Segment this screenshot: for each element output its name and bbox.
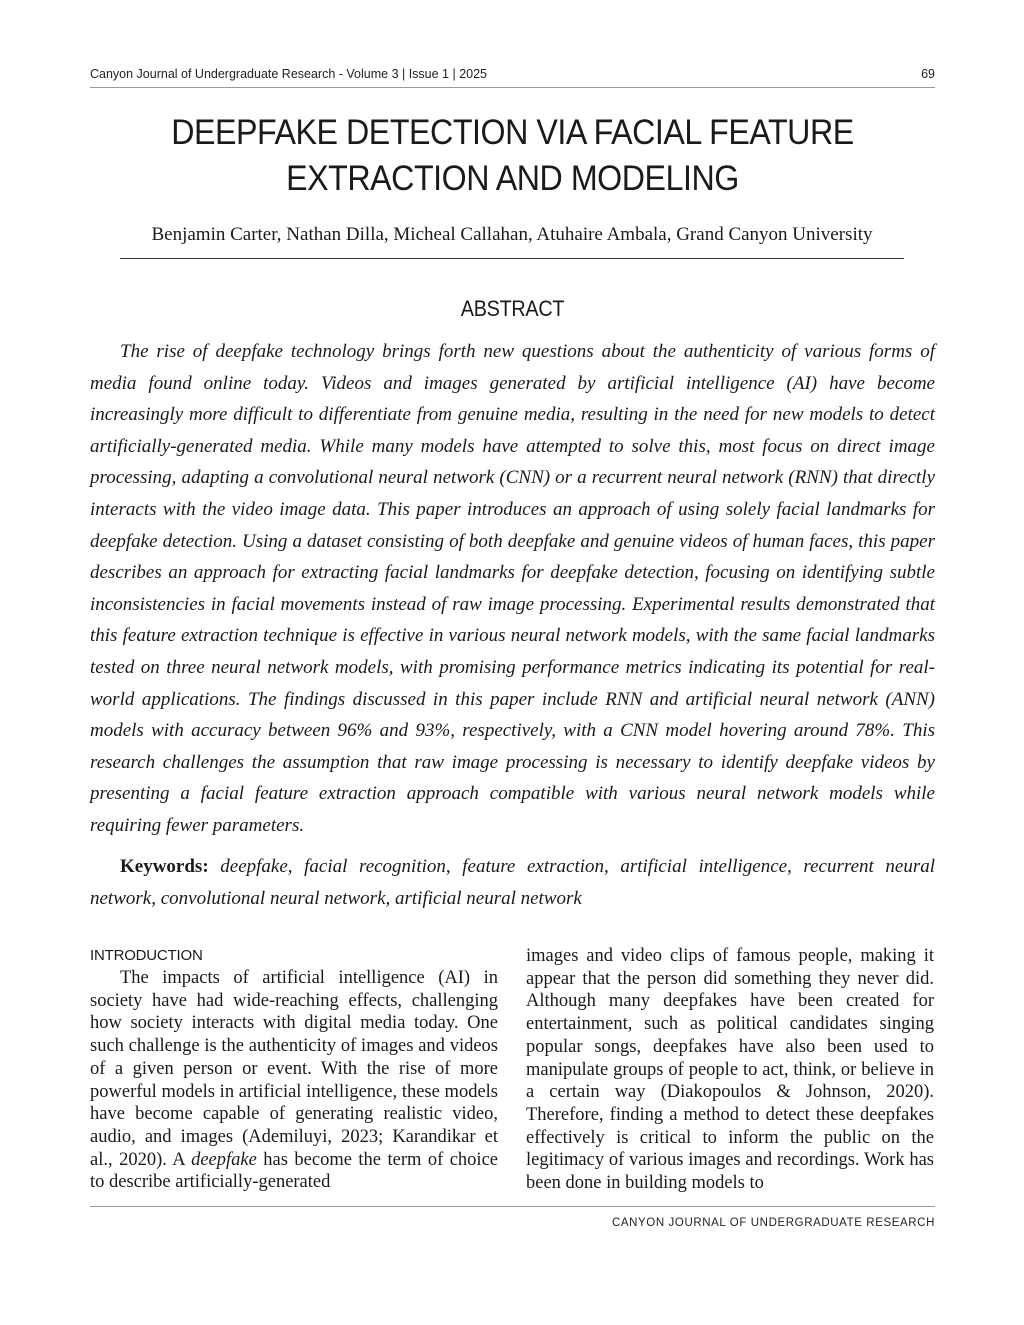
introduction-paragraph-right: images and video clips of famous people, making it appear that the person did something they never did. Although many deepfakes have been created for entertainment, such as political candidates singing popular songs, deepfakes have also been used to manipulate groups of people to act, think, or believe in a certain way (Diakopoulos & Johnson, 2020). Therefore, finding a method to detect these deepfakes effectively is critical to inform the public on the legitimacy of various images and recordings. Work has been done in building models to (526, 946, 934, 1194)
abstract-heading: ABSTRACT (460, 296, 565, 321)
page-number: 69 (921, 67, 935, 81)
keywords-paragraph (90, 851, 935, 914)
footer-divider (90, 1206, 935, 1207)
paper-title: DEEPFAKE DETECTION VIA FACIAL FEATURE EXTRACTION AND MODELING (171, 113, 854, 198)
footer-journal-name: CANYON JOURNAL OF UNDERGRADUATE RESEARCH (611, 1217, 935, 1229)
author-line: Benjamin Carter, Nathan Dilla, Micheal Callahan, Atuhaire Ambala, Grand Canyon University (120, 224, 904, 259)
left-column (90, 945, 498, 1194)
intro-term-deepfake: deepfake (191, 1149, 257, 1170)
running-header (90, 67, 935, 88)
abstract-text: The rise of deepfake technology brings forth new questions about the authenticity of various forms of media found online today. Videos and images generated by artificial intelligence (AI) have become increasingly more difficult to differentiate from genuine media, resulting in the need for new models to detect artificially-generated media. While many models have attempted to solve this, most focus on direct image processing, adapting a convolutional neural network (CNN) or a recurrent neural network (RNN) that directly interacts with the video image data. This paper introduces an approach of using solely facial landmarks for deepfake detection. Using a dataset consisting of both deepfake and genuine videos of human faces, this paper describes an approach for extracting facial landmarks for deepfake detection, focusing on identifying subtle inconsistencies in facial movements instead of raw image processing. Experimental results demonstrated that this feature extraction technique is effective in various neural network models, with the same facial landmarks tested on three neural network models, with promising performance metrics indicating its potential for real-world applications. The findings discussed in this paper include RNN and artificial neural network (ANN) models with accuracy between 96% and 93%, respectively, with a CNN model hovering around 78%. This research challenges the assumption that raw image processing is necessary to identify deepfake videos by presenting a facial feature extraction approach compatible with various neural network models while requiring fewer parameters. (90, 341, 935, 836)
intro-text-start: The impacts of artificial intelligence (AI) in society have had wide-reaching effects, challenging how society interacts with digital media today. One such challenge is the authenticity of images and videos of a given person or event. With the rise of more powerful models in artificial intelligence, these models have become capable of generating realistic video, audio, and images (Ademiluyi, 2023; Karandikar et al., 2020). A (90, 968, 498, 1170)
keywords-list: deepfake, facial recognition, feature extraction, artificial intelligence, recurrent neural network, convolutional neural network, artificial neural network (90, 856, 935, 909)
journal-issue-label: Canyon Journal of Undergraduate Research - Volume 3 | Issue 1 | 2025 (90, 67, 488, 81)
right-column (526, 945, 934, 1195)
introduction-paragraph-left (90, 967, 498, 1194)
intro-text-end: has become the term of choice to describe artificially-generated (90, 1149, 498, 1193)
introduction-heading: INTRODUCTION (90, 947, 203, 964)
keywords-label: Keywords: (120, 856, 209, 877)
